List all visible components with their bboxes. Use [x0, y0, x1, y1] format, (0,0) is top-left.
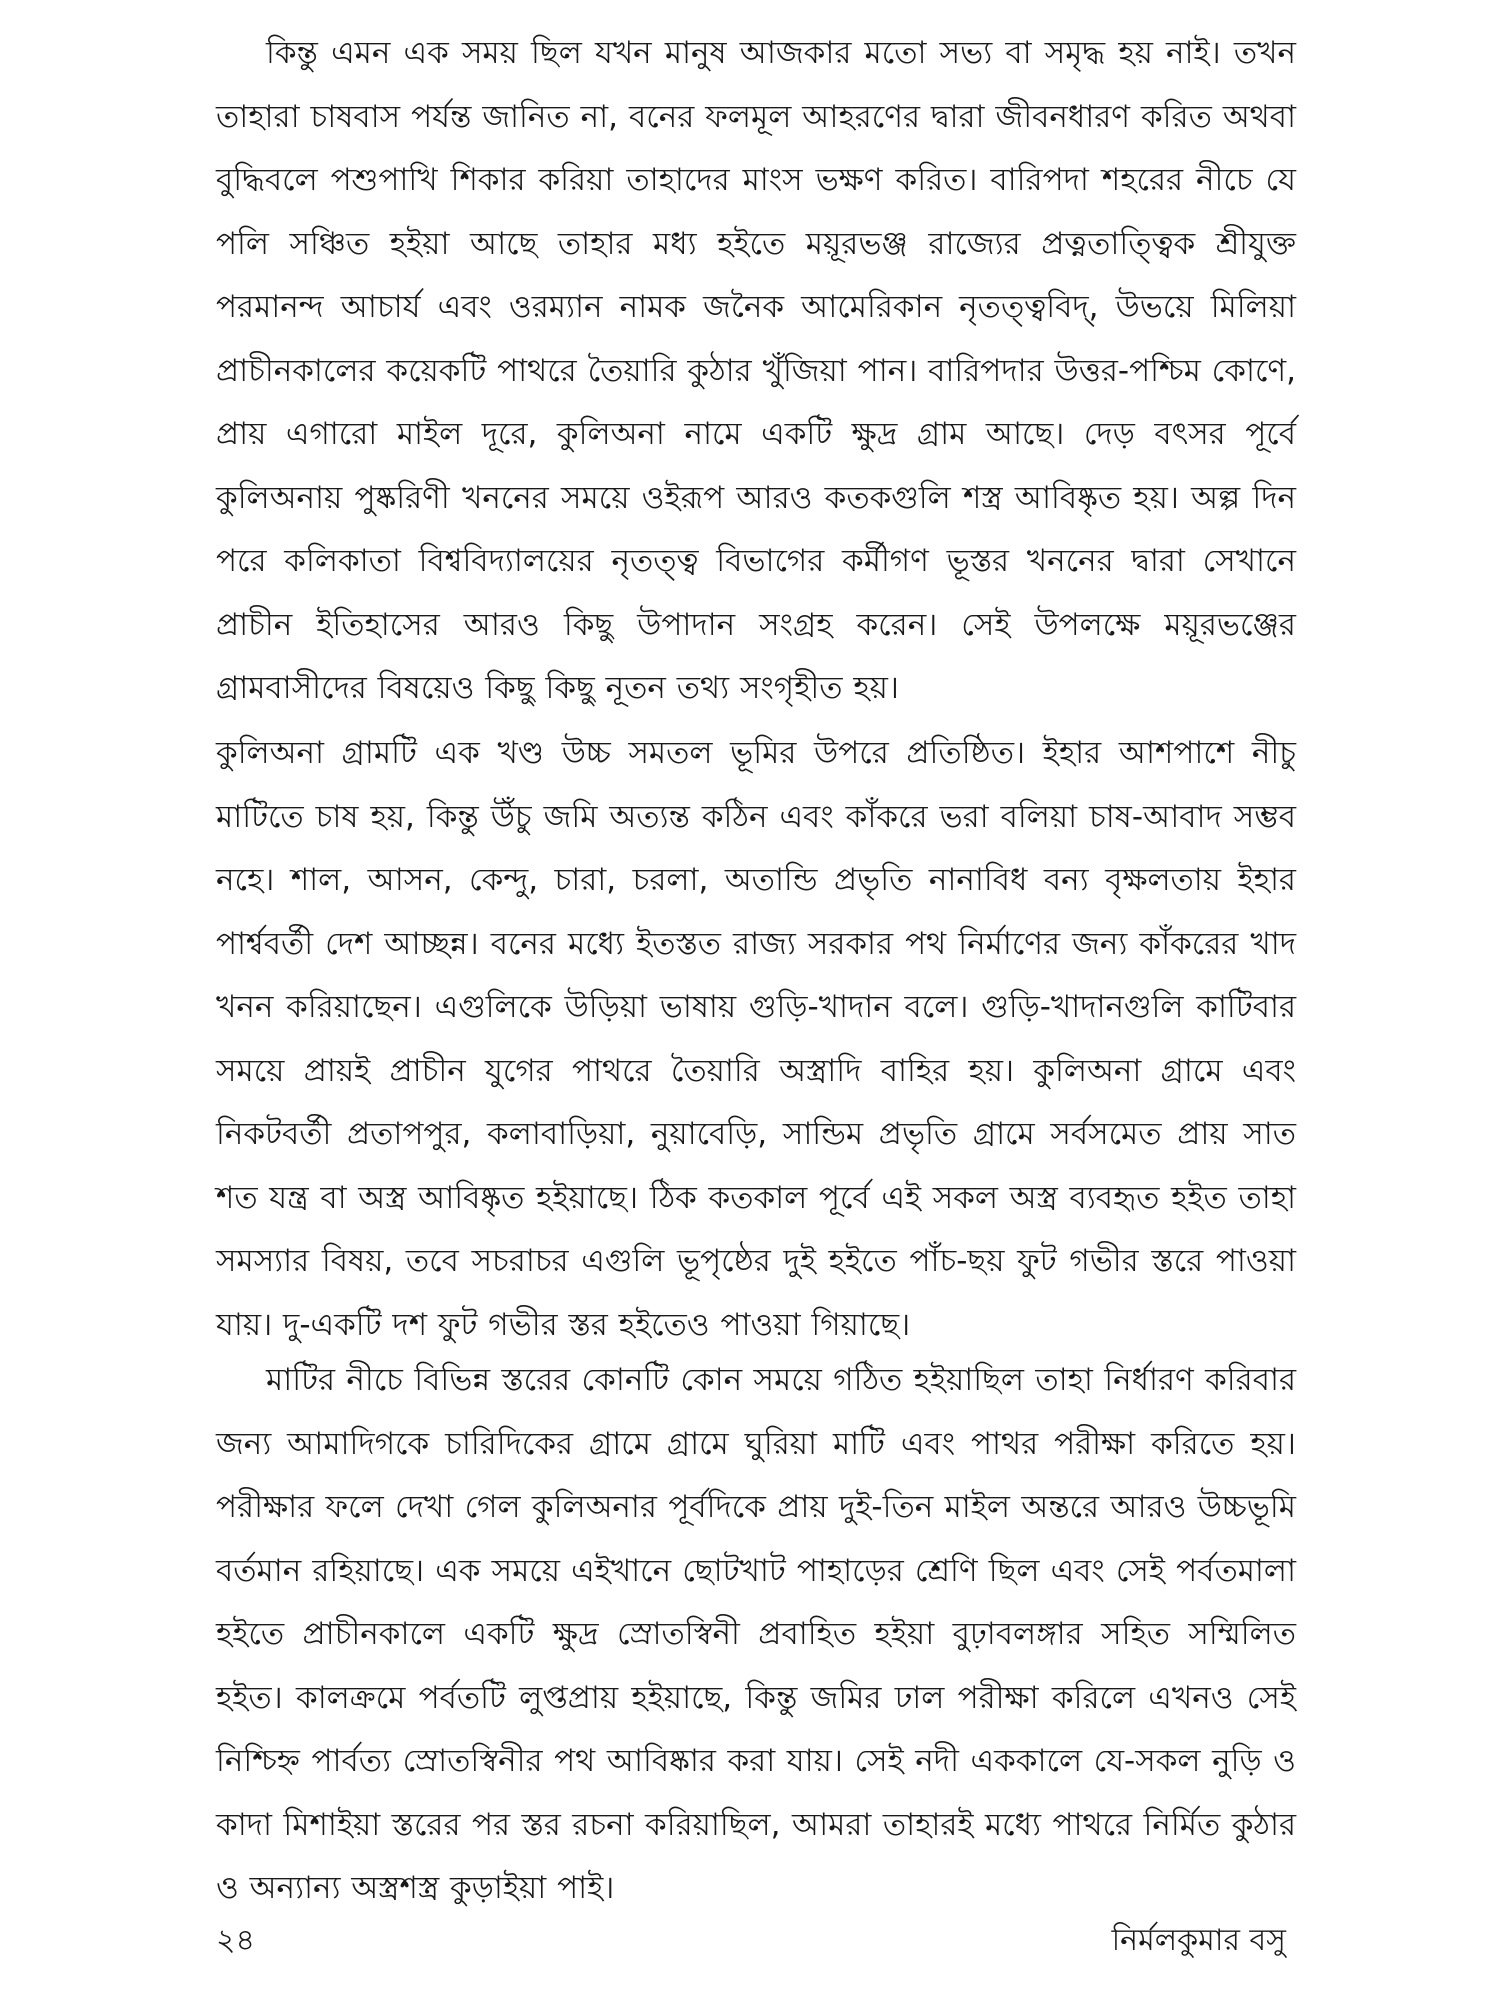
page-number: ২৪: [216, 1923, 255, 1958]
paragraph-3: মাটির নীচে বিভিন্ন স্তরের কোনটি কোন সময়ে গঠিত হইয়াছিল তাহা নির্ধারণ করিবার জন্য আমাদিগকে চারিদিকের গ্রামে গ্রামে ঘুরিয়া মাটি এবং পাথর পরীক্ষা করিতে হয়। পরীক্ষার ফলে দেখা গেল কুলিঅনার পূর্বদিকে প্রায় দুই-তিন মাইল অন্তরে আরও উচ্চভূমি বর্তমান রহিয়াছে। এক সময়ে এইখানে ছোটখাট পাহাড়ের শ্রেণি ছিল এবং সেই পর্বতমালা হইতে প্রাচীনকালে একটি ক্ষুদ্র স্রোতস্বিনী প্রবাহিত হইয়া বুঢ়াবলঙ্গার সহিত সম্মিলিত হইত। কালক্রমে পর্বতটি লুপ্তপ্রায় হইয়াছে, কিন্তু জমির ঢাল পরীক্ষা করিলে এখনও সেই নিশ্চিহ্ন পার্বত্য স্রোতস্বিনীর পথ আবিষ্কার করা যায়। সেই নদী এককালে যে-সকল নুড়ি ও কাদা মিশাইয়া স্তরের পর স্তর রচনা করিয়াছিল, আমরা তাহারই মধ্যে পাথরে নির্মিত কুঠার ও অন্যান্য অস্ত্রশস্ত্র কুড়াইয়া পাই।: [216, 1362, 1296, 1906]
author-name: নির্মলকুমার বসু: [1111, 1923, 1286, 1958]
page-footer: [216, 1917, 1296, 1965]
book-page: [216, 22, 1296, 1978]
paragraph-1: কিন্তু এমন এক সময় ছিল যখন মানুষ আজকার মতো সভ্য বা সমৃদ্ধ হয় নাই। তখন তাহারা চাষবাস পর্যন্ত জানিত না, বনের ফলমূল আহরণের দ্বারা জীবনধারণ করিত অথবা বুদ্ধিবলে পশুপাখি শিকার করিয়া তাহাদের মাংস ভক্ষণ করিত। বারিপদা শহরের নীচে যে পলি সঞ্চিত হইয়া আছে তাহার মধ্য হইতে ময়ূরভঞ্জ রাজ্যের প্রত্নতাত্ত্বিক শ্রীযুক্ত পরমানন্দ আচার্য এবং ওরম্যান নামক জনৈক আমেরিকান নৃতত্ত্ববিদ্, উভয়ে মিলিয়া প্রাচীনকালের কয়েকটি পাথরে তৈয়ারি কুঠার খুঁজিয়া পান। বারিপদার উত্তর-পশ্চিম কোণে, প্রায় এগারো মাইল দূরে, কুলিঅনা নামে একটি ক্ষুদ্র গ্রাম আছে। দেড় বৎসর পূর্বে কুলিঅনায় পুষ্করিণী খননের সময়ে ওইরূপ আরও কতকগুলি শস্ত্র আবিষ্কৃত হয়। অল্প দিন পরে কলিকাতা বিশ্ববিদ্যালয়ের নৃতত্ত্ব বিভাগের কর্মীগণ ভূস্তর খননের দ্বারা সেখানে প্রাচীন ইতিহাসের আরও কিছু উপাদান সংগ্রহ করেন। সেই উপলক্ষে ময়ূরভঞ্জের গ্রামবাসীদের বিষয়েও কিছু কিছু নূতন তথ্য সংগৃহীত হয়।: [216, 35, 1296, 706]
paragraph-2: কুলিঅনা গ্রামটি এক খণ্ড উচ্চ সমতল ভূমির উপরে প্রতিষ্ঠিত। ইহার আশপাশে নীচু মাটিতে চাষ হয়, কিন্তু উঁচু জমি অত্যন্ত কঠিন এবং কাঁকরে ভরা বলিয়া চাষ-আবাদ সম্ভব নহে। শাল, আসন, কেন্দু, চারা, চরলা, অতান্ডি প্রভৃতি নানাবিধ বন্য বৃক্ষলতায় ইহার পার্শ্ববর্তী দেশ আচ্ছন্ন। বনের মধ্যে ইতস্তত রাজ্য সরকার পথ নির্মাণের জন্য কাঁকরের খাদ খনন করিয়াছেন। এগুলিকে উড়িয়া ভাষায় গুড়ি-খাদান বলে। গুড়ি-খাদানগুলি কাটিবার সময়ে প্রায়ই প্রাচীন যুগের পাথরে তৈয়ারি অস্ত্রাদি বাহির হয়। কুলিঅনা গ্রামে এবং নিকটবর্তী প্রতাপপুর, কলাবাড়িয়া, নুয়াবেড়ি, সান্ডিম প্রভৃতি গ্রামে সর্বসমেত প্রায় সাত শত যন্ত্র বা অস্ত্র আবিষ্কৃত হইয়াছে। ঠিক কতকাল পূর্বে এই সকল অস্ত্র ব্যবহৃত হইত তাহা সমস্যার বিষয়, তবে সচরাচর এগুলি ভূপৃষ্ঠের দুই হইতে পাঁচ-ছয় ফুট গভীর স্তরে পাওয়া যায়। দু-একটি দশ ফুট গভীর স্তর হইতেও পাওয়া গিয়াছে।: [216, 735, 1296, 1343]
